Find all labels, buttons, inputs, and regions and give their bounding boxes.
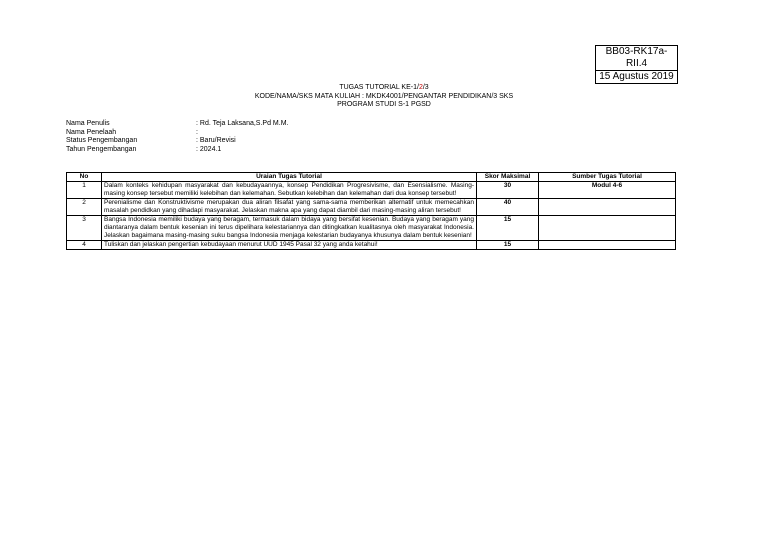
document-code: BB03-RK17a-RII.4 (605, 46, 668, 69)
meta-row-author: Nama Penulis : Rd. Teja Laksana,S.Pd M.M. (66, 120, 289, 127)
row-score: 15 (477, 216, 539, 241)
row-number: 4 (67, 241, 102, 250)
row-source (539, 216, 676, 241)
row-score: 15 (477, 241, 539, 250)
row-description: Bangsa Indonesia memiliki budaya yang beragam, termasuk dalam bidaya yang bersifat kesenian. Budaya yang beragam yang diantaranya dalam bentuk kesenian ini terus dipelihara kelestariannya dan ditingkatkan kualitasnya oleh masyarakat Indonesia. Jelaskan bagaimana masing-masing suku bangsa Indonesia menjaga kelestarian budayanya khusunya dalam bentuk kesenian! (102, 216, 477, 241)
meta-block (66, 120, 396, 154)
row-score: 40 (477, 199, 539, 216)
header-source: Sumber Tugas Tutorial (539, 173, 676, 182)
meta-row-year: Tahun Pengembangan : 2024.1 (66, 145, 222, 153)
header-no: No (67, 173, 102, 182)
tutorial-title: TUGAS TUTORIAL KE-1/2/3 (339, 84, 429, 91)
meta-row-reviewer: Nama Penelaah : (66, 128, 198, 136)
tutorial-number-highlight: 2 (418, 84, 423, 91)
course-line: KODE/NAMA/SKS MATA KULIAH : MKDK4001/PENGANTAR PENDIDIKAN/3 SKS (254, 92, 514, 100)
row-source (539, 199, 676, 216)
row-source: Modul 4-6 (539, 182, 676, 199)
program-line: PROGRAM STUDI S-1 PGSD (337, 101, 431, 108)
row-number: 2 (67, 199, 102, 216)
table-row (67, 241, 676, 250)
meta-row-status: Status Pengembangan : Baru/Revisi (66, 137, 236, 144)
row-number: 1 (67, 182, 102, 199)
tutorial-tasks-table (66, 172, 676, 250)
row-source (539, 241, 676, 250)
row-description: Tuliskan dan jelaskan pengertian kebudayaan menurut UUD 1945 Pasal 32 yang anda ketahui! (102, 241, 477, 250)
document-date: 15 Agustus 2019 (596, 70, 677, 83)
row-description: Perenialisme dan Konstruktivisme merupakan dua aliran filsafat yang sama-sama memberikan alternatif untuk memecahkan masalah pendidkan yang dihadapi masyarakat. Jelaskan makna apa yang dapat diambil dari masing-masing aliran tersebut! (102, 199, 477, 216)
row-number: 3 (67, 216, 102, 241)
table-header-row (67, 173, 676, 182)
document-code-box (595, 45, 678, 84)
header-description: Uraian Tugas Tutorial (102, 173, 477, 182)
table-row (67, 182, 676, 199)
header-max-score: Skor Maksimal (477, 173, 539, 182)
table-row (67, 199, 676, 216)
row-score: 30 (477, 182, 539, 199)
table-row (67, 216, 676, 241)
row-description: Dalam konteks kehidupan masyarakat dan kebudayaannya, konsep Pendidikan Progresivisme, dan Esensialisme. Masing-masing konsep tersebut memiliki kelebihan dan kelemahan. Sebutkan kelebihan dan kelemahan dari dua konsep tersebut! (102, 182, 477, 199)
